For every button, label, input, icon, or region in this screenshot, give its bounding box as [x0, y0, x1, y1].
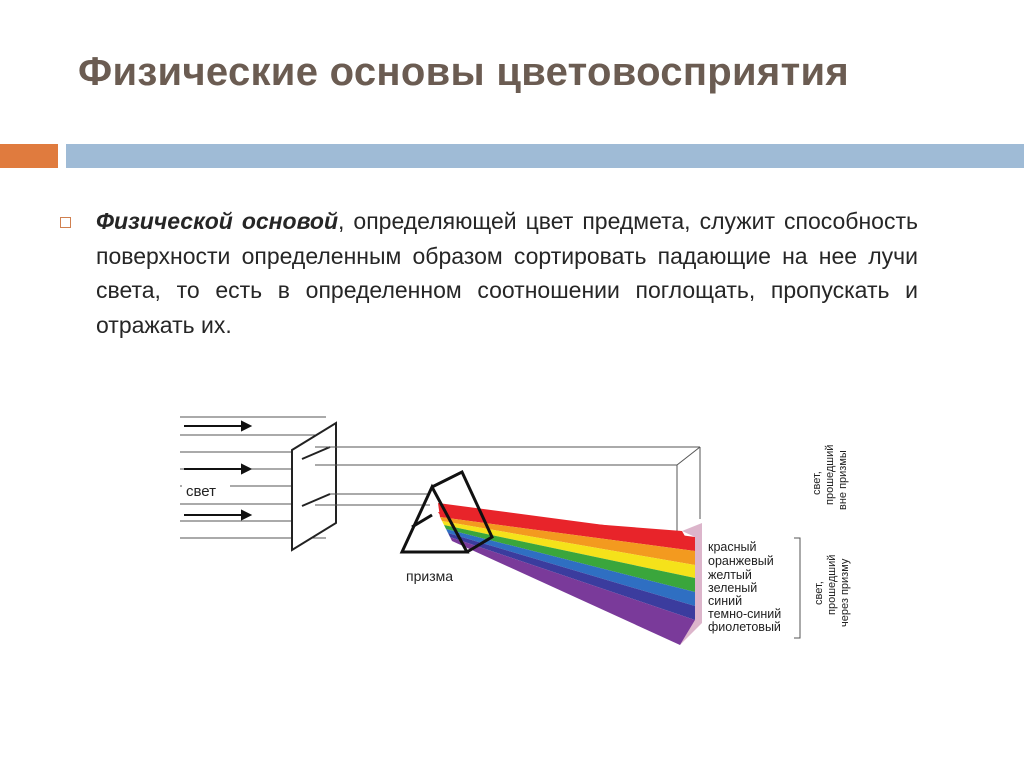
prism-diagram: [170, 395, 870, 660]
svg-text:прошедший: прошедший: [826, 554, 838, 615]
spectrum-bracket: [794, 538, 800, 638]
accent-bar-orange: [0, 144, 58, 168]
accent-bar-blue: [66, 144, 1024, 168]
bullet-paragraph: [96, 204, 918, 342]
svg-text:прошедший: прошедший: [824, 444, 836, 505]
outside-light-label: [811, 445, 849, 510]
spectrum-labels: [708, 540, 781, 634]
spectrum-fan: [438, 503, 702, 645]
slit-screen: [292, 423, 336, 550]
svg-text:вне призмы: вне призмы: [837, 450, 849, 510]
label-dark-blue: темно-синий: [708, 607, 782, 621]
label-red: красный: [708, 540, 757, 554]
through-light-label: [813, 555, 851, 627]
label-yellow: желтый: [708, 568, 752, 582]
label-blue: синий: [708, 594, 743, 608]
bullet-emphasis: Физической основой: [96, 208, 339, 234]
prism-label: призма: [406, 568, 454, 584]
slide-title: Физические основы цветовосприятия: [78, 50, 849, 94]
label-orange: оранжевый: [708, 554, 774, 568]
label-green: зеленый: [708, 581, 758, 595]
prism-diagram-svg: [170, 395, 870, 655]
label-violet: фиолетовый: [708, 620, 781, 634]
square-bullet-icon: [60, 217, 71, 228]
svg-text:свет,: свет,: [813, 581, 825, 605]
bullet-text: , определяющей цвет предмета, служит способность поверхности определенным образом сортировать падающие на нее лучи света, то есть в определенном соотношении поглощать, пропускать и отражать их.: [96, 208, 918, 338]
svg-text:через призму: через призму: [839, 558, 851, 627]
svg-text:свет,: свет,: [811, 471, 823, 495]
light-label: свет: [186, 483, 217, 500]
